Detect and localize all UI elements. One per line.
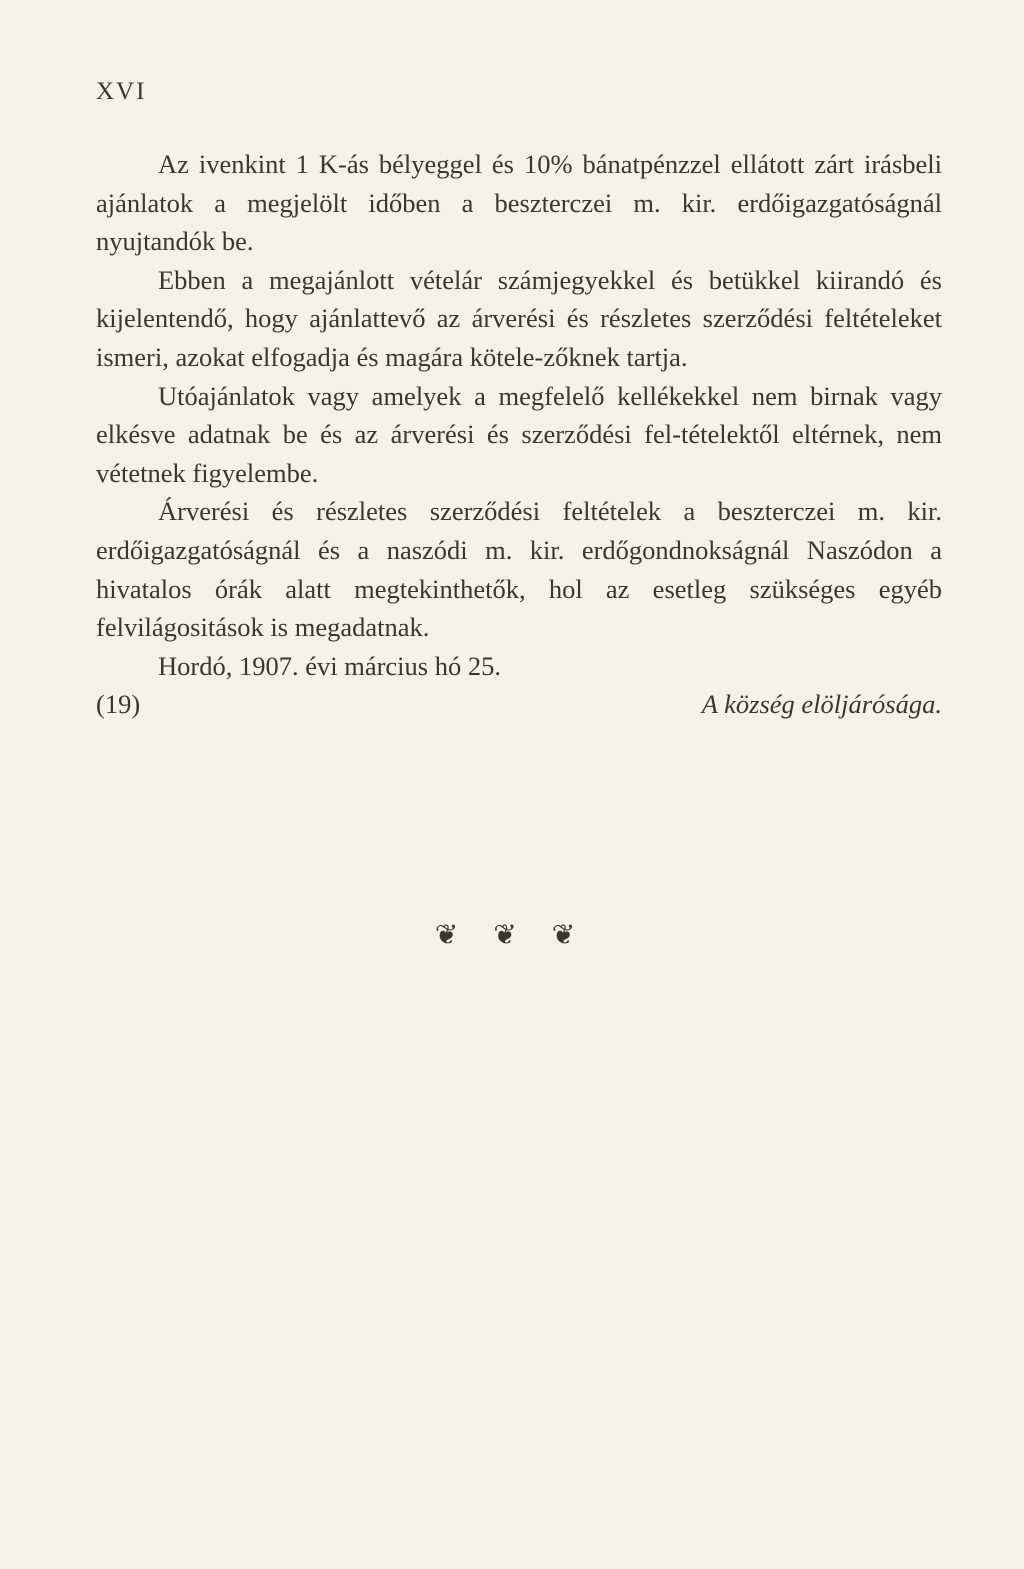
ornament-divider: ❦ ❦ ❦ <box>434 920 590 951</box>
reference-number: (19) <box>96 689 141 720</box>
paragraph-bid-price: Ebben a megajánlott vételár számjegyekkel és betükkel kiirandó és kijelentendő, hogy ajánlattevő az árverési és részletes szerződési feltételeket ismeri, azokat elfogadja és magára kötele-zőknek tartja. <box>96 264 942 372</box>
paragraph-late-bids: Utóajánlatok vagy amelyek a megfelelő kellékekkel nem birnak vagy elkésve adatnak be és az árverési és szerződési fel-tételektől eltérnek, nem vétetnek figyelembe. <box>96 380 942 488</box>
place-and-date: Hordó, 1907. évi március hó 25. <box>158 650 501 681</box>
page-number: XVI <box>96 78 147 105</box>
signature: A község elöljárósága. <box>701 689 942 720</box>
notice-body <box>96 145 942 724</box>
paragraph-conditions-viewing: Árverési és részletes szerződési feltételek a beszterczei m. kir. erdőigazgatóságnál és a naszódi m. kir. erdőgondnokságnál Naszódon a hivatalos órák alatt megtekinthetők, hol az esetleg szükséges egyéb felvilágositások is megadatnak. <box>96 496 942 643</box>
signature-line <box>96 685 942 724</box>
paragraph-bid-submission: Az ivenkint 1 K-ás bélyeggel és 10% bánatpénzzel ellátott zárt irásbeli ajánlatok a megjelölt időben a beszterczei m. kir. erdőigazgatóságnál nyujtandók be. <box>96 149 942 257</box>
